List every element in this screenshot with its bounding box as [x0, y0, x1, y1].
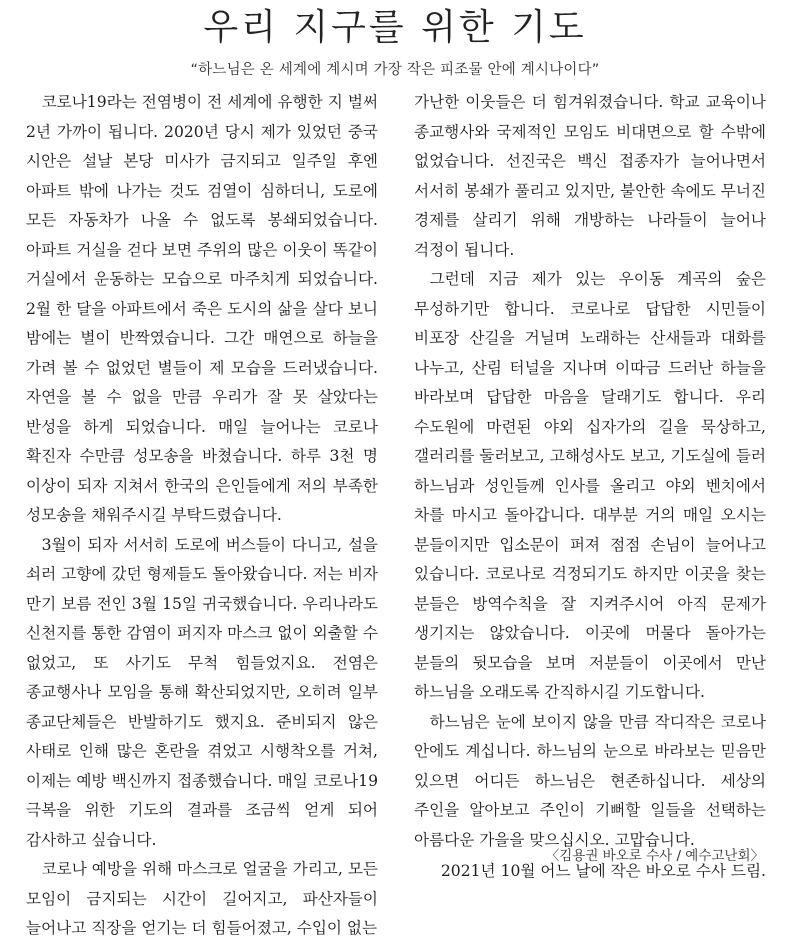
paragraph: 3월이 되자 서서히 도로에 버스들이 다니고, 설을 쇠러 고향에 갔던 형제들도 돌아왔습니다. 저는 비자 만기 보름 전인 3월 15일 귀국했습니다. 우리나라도 신천지를 통한 감염이 퍼지자 마스크 없이 외출할 수 없었고, 또 사기도 무척 힘들었지요. 전염은 종교행사나 모임을 통해 확산되었지만, 오히려 일부 종교단체들은 반발하기도 했지요. 준비되지 않은 사태로 인해 많은 혼란을 겪었고 시행착오를 거쳐, 이제는 예방 백신까지 접종했습니다. 매일 코로나19 극복을 위한 기도의 결과를 조금씩 얻게 되어 감사하고 싶습니다. [26, 535, 378, 849]
right-column [414, 88, 766, 887]
paragraph: 하느님은 눈에 보이지 않을 만큼 작디작은 코로나 안에도 계십니다. 하느님의 눈으로 바라보는 믿음만 있으면 어디든 하느님은 현존하십니다. 세상의 주인을 알아보고 주인이 기뻐할 일들을 선택하는 아름다운 가을을 맞으십시오. 고맙습니다. [414, 712, 766, 849]
paragraph: 가난한 이웃들은 더 힘겨워졌습니다. 학교 교육이나 종교행사와 국제적인 모임도 비대면으로 할 수밖에 없었습니다. 선진국은 백신 접종자가 늘어나면서 서서히 봉쇄가 풀리고 있지만, 불안한 속에도 무너진 경제를 살리기 위해 개방하는 나라들이 늘어나 걱정이 됩니다. [414, 93, 766, 259]
paragraph: 코로나 예방을 위해 마스크로 얼굴을 가리고, 모든 모임이 금지되는 시간이 길어지고, 파산자들이 늘어나고 직장을 얻기는 더 힘들어졌고, 수입이 없는 [26, 860, 378, 937]
paragraph: 코로나19라는 전염병이 전 세계에 유행한 지 벌써 2년 가까이 됩니다. 2020년 당시 제가 있었던 중국 시안은 설날 본당 미사가 금지되고 일주일 후엔 아파트 밖에 나가는 것도 검열이 심하더니, 도로에 모든 자동차가 나올 수 없도록 봉쇄되었습니다. 아파트 거실을 걷다 보면 주위의 많은 이웃이 똑같이 거실에서 운동하는 모습으로 마주치게 되었습니다. 2월 한 달을 아파트에서 죽은 도시의 삶을 살다 보니 밤에는 별이 반짝였습니다. 그간 매연으로 하늘을 가려 볼 수 없었던 별들이 제 모습을 드러냈습니다. 자연을 볼 수 없을 만큼 우리가 잘 못 살았다는 반성을 하게 되었습니다. 매일 늘어나는 코로나 확진자 수만큼 성모송을 바쳤습니다. 하루 3천 명 이상이 되자 지쳐서 한국의 은인들에게 저의 부족한 성모송을 채워주시길 부탁드렸습니다. [26, 93, 378, 524]
author-byline: 〈김용권 바오로 수사 / 예수고난회〉 [545, 848, 764, 864]
article-title: 우리 지구를 위한 기도 [203, 7, 587, 48]
left-column [26, 88, 378, 944]
article-subtitle: “하느님은 온 세계에 계시며 가장 작은 피조물 안에 계시나이다” [190, 62, 600, 78]
paragraph: 그런데 지금 제가 있는 우이동 계곡의 숲은 무성하기만 합니다. 코로나로 답답한 시민들이 비포장 산길을 거닐며 노래하는 산새들과 대화를 나누고, 산림 터널을 지나며 이따금 드러난 하늘을 바라보며 답답한 마음을 달래기도 합니다. 우리 수도원에 마련된 야외 십자가의 길을 묵상하고, 갤러리를 둘러보고, 고해성사도 보고, 기도실에 들러 하느님과 성인들께 인사를 올리고 야외 벤치에서 차를 마시고 돌아갑니다. 대부분 거의 매일 오시는 분들이지만 입소문이 퍼져 점점 손님이 늘어나고 있습니다. 코로나로 걱정되기도 하지만 이곳을 찾는 분들은 방역수칙을 잘 지켜주시어 아직 문제가 생기지는 않았습니다. 이곳에 머물다 돌아가는 분들의 뒷모습을 보며 저분들이 이곳에서 만난 하느님을 오래도록 간직하시길 기도합니다. [414, 270, 766, 701]
closing-signature: 2021년 10월 어느 날에 작은 바오로 수사 드림. [440, 862, 766, 880]
